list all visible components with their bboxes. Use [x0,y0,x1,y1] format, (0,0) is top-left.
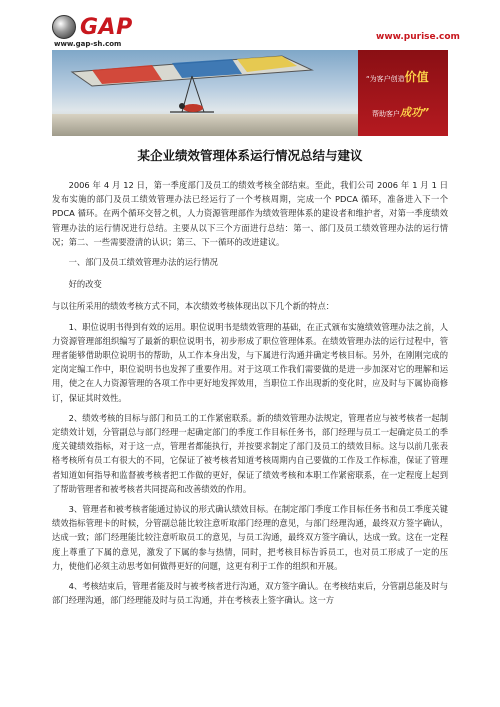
point-2-paragraph: 2、绩效考核的目标与部门和员工的工作紧密联系。新的绩效管理办法规定，管理者应与被考核者一起制定绩效计划，分管副总与部门经理一起确定部门的季度工作目标任务书，部门经理与员工一起确定员工的季度关键绩效指标，对于这一点，管理者都能执行，并按要求制定了部门及员工的绩效目标。这与以前几张表格考核所有员工有很大的不同，它保证了被考核者知道考核周期内自己要做的工作及工作标准，保证了管理者知道如何指导和监督被考核者把工作做的更好，保证了绩效考核和本职工作紧密联系，在一定程度上起到了帮助管理者和被考核者共同提高和改善绩效的作用。 [52,412,448,494]
point-4-paragraph: 4、考核结束后，管理者能及时与被考核者进行沟通，双方签字确认。在考核结束后，分管副总能及时与部门经理沟通，部门经理能及时与员工沟通，并在考核表上签字确认。这一方 [52,581,448,606]
intro-paragraph: 2006 年 4 月 12 日，第一季度部门及员工的绩效考核全部结束。至此，我们公司 2006 年 1 月 1 日发布实施的部门及员工绩效管理办法已经运行了一个考核周期，完成一个 PDCA 循环，准备进入下一个 PDCA 循环。在两个循环交替之机，人力资源管理部作为绩效管理体系的建设者和维护者，对第一季度绩效管理办法的运行情况进行总结。主要从以下三个方面进行总结：第一、部门及员工绩效管理办法的运行情况；第二、一些需要澄清的认识；第三、下一循环的改进建议。 [52,180,448,247]
logo-text: GAP [80,14,133,40]
document-title: 某企业绩效管理体系运行情况总结与建议 [137,148,363,163]
document-body [52,178,448,613]
section-heading-1: 一、部门及员工绩效管理办法的运行情况 [68,257,218,268]
slogan-line-2: 帮助客户成功” [372,106,430,119]
hang-glider-banner [52,50,448,136]
gap-logo [52,14,133,40]
page-header [0,0,500,140]
globe-icon [52,15,76,39]
point-3-paragraph: 3、管理者和被考核者能通过协议的形式确认绩效目标。在制定部门季度工作目标任务书和员工季度关键绩效指标管理卡的时候，分管副总能比较注意听取部门经理的意见，与部门经理沟通，最终双方签字确认，达成一致；部门经理能比较注意听取员工的意见，与员工沟通，最终双方签字确认，达成一致。这在一定程度上尊重了下属的意见，激发了下属的参与热情，同时，把考核目标告诉员工，也对员工形成了一定的压力，使他们必须主动思考如何做得更好的问题，这更有利于工作的组织和开展。 [52,504,448,571]
slogan-line-1: “为客户创造价值 [366,70,429,84]
point-1-paragraph: 1、职位说明书得到有效的运用。职位说明书是绩效管理的基础，在正式颁布实施绩效管理办法之前，人力资源管理部组织编写了最新的职位说明书，初步形成了职位管理体系。在绩效管理办法的运行过程中，管理者能够借助职位说明书的帮助，从工作本身出发，与下属进行沟通并确定考核目标。另外，在刚刚完成的定岗定编工作中，职位说明书也发挥了重要作用。对于这项工作我们需要做的是进一步加深对它的理解和运用，使之在人力资源管理的各项工作中更好地发挥效用，当职位工作出现新的变化时，应及时与下属协商修订，保证其时效性。 [52,321,448,403]
slogan-panel [358,50,448,136]
features-intro: 与以往所采用的绩效考核方式不同，本次绩效考核体现出以下几个新的特点： [52,301,335,312]
company-url: www.purise.com [376,32,460,42]
hang-glider-image [52,50,332,136]
logo-url: www.gap-sh.com [54,40,122,48]
subheading-good-changes: 好的改变 [68,279,102,290]
